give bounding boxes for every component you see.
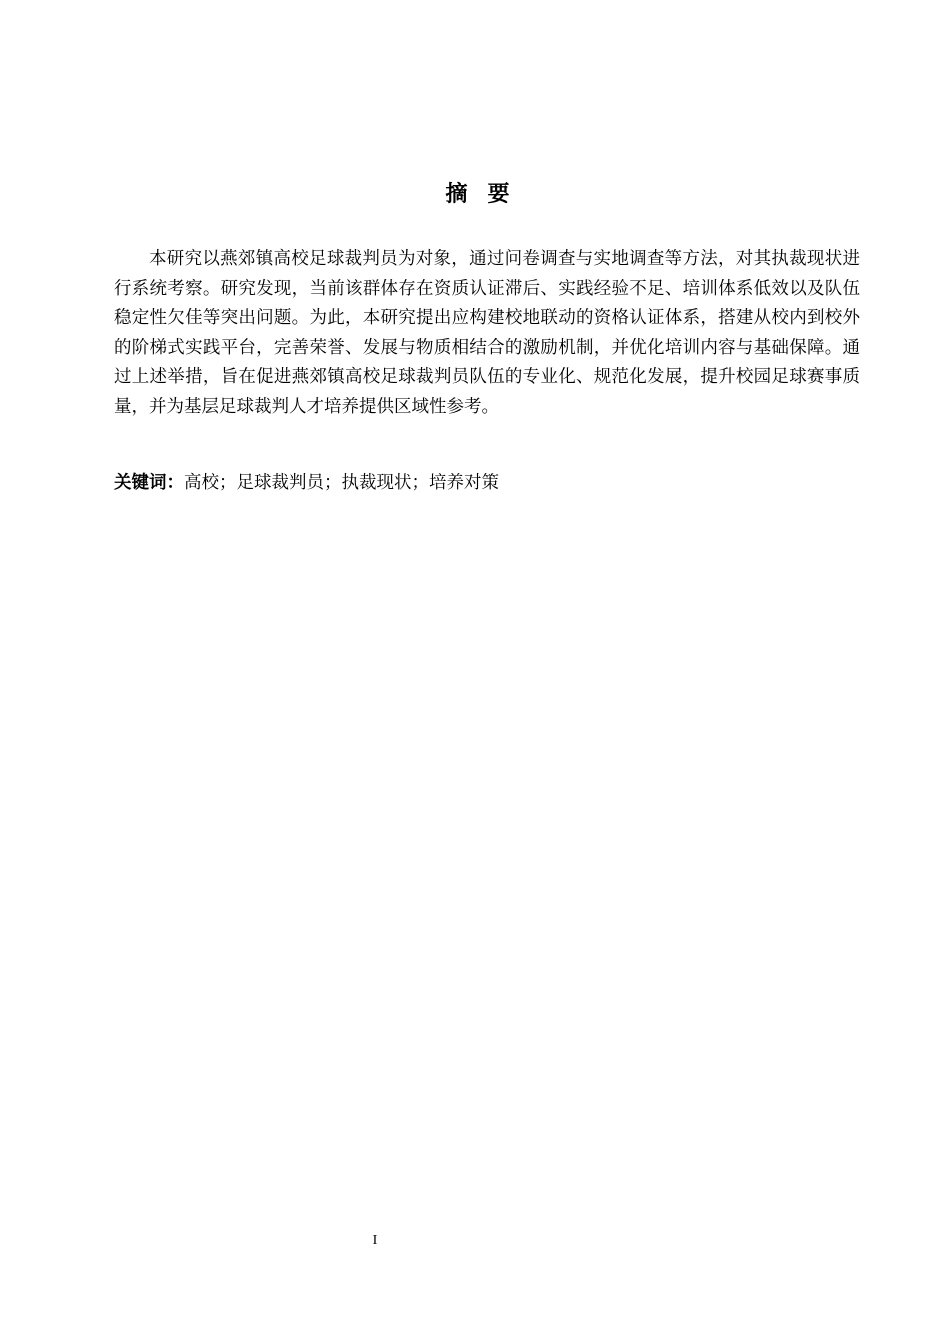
keywords-label: 关键词： bbox=[114, 473, 184, 493]
keywords-text: 高校；足球裁判员；执裁现状；培养对策 bbox=[184, 473, 499, 493]
page-number: I bbox=[372, 1233, 378, 1248]
abstract-body: 本研究以燕郊镇高校足球裁判员为对象，通过问卷调查与实地调查等方法，对其执裁现状进行系统考察。研究发现，当前该群体存在资质认证滞后、实践经验不足、培训体系低效以及队伍稳定性欠佳等突出问题。为此，本研究提出应构建校地联动的资格认证体系，搭建从校内到校外的阶梯式实践平台，完善荣誉、发展与物质相结合的激励机制，并优化培训内容与基础保障。通过上述举措，旨在促进燕郊镇高校足球裁判员队伍的专业化、规范化发展，提升校园足球赛事质量，并为基层足球裁判人才培养提供区域性参考。 bbox=[114, 249, 860, 417]
abstract-title: 摘要 bbox=[445, 182, 530, 207]
keywords-line bbox=[114, 469, 860, 498]
